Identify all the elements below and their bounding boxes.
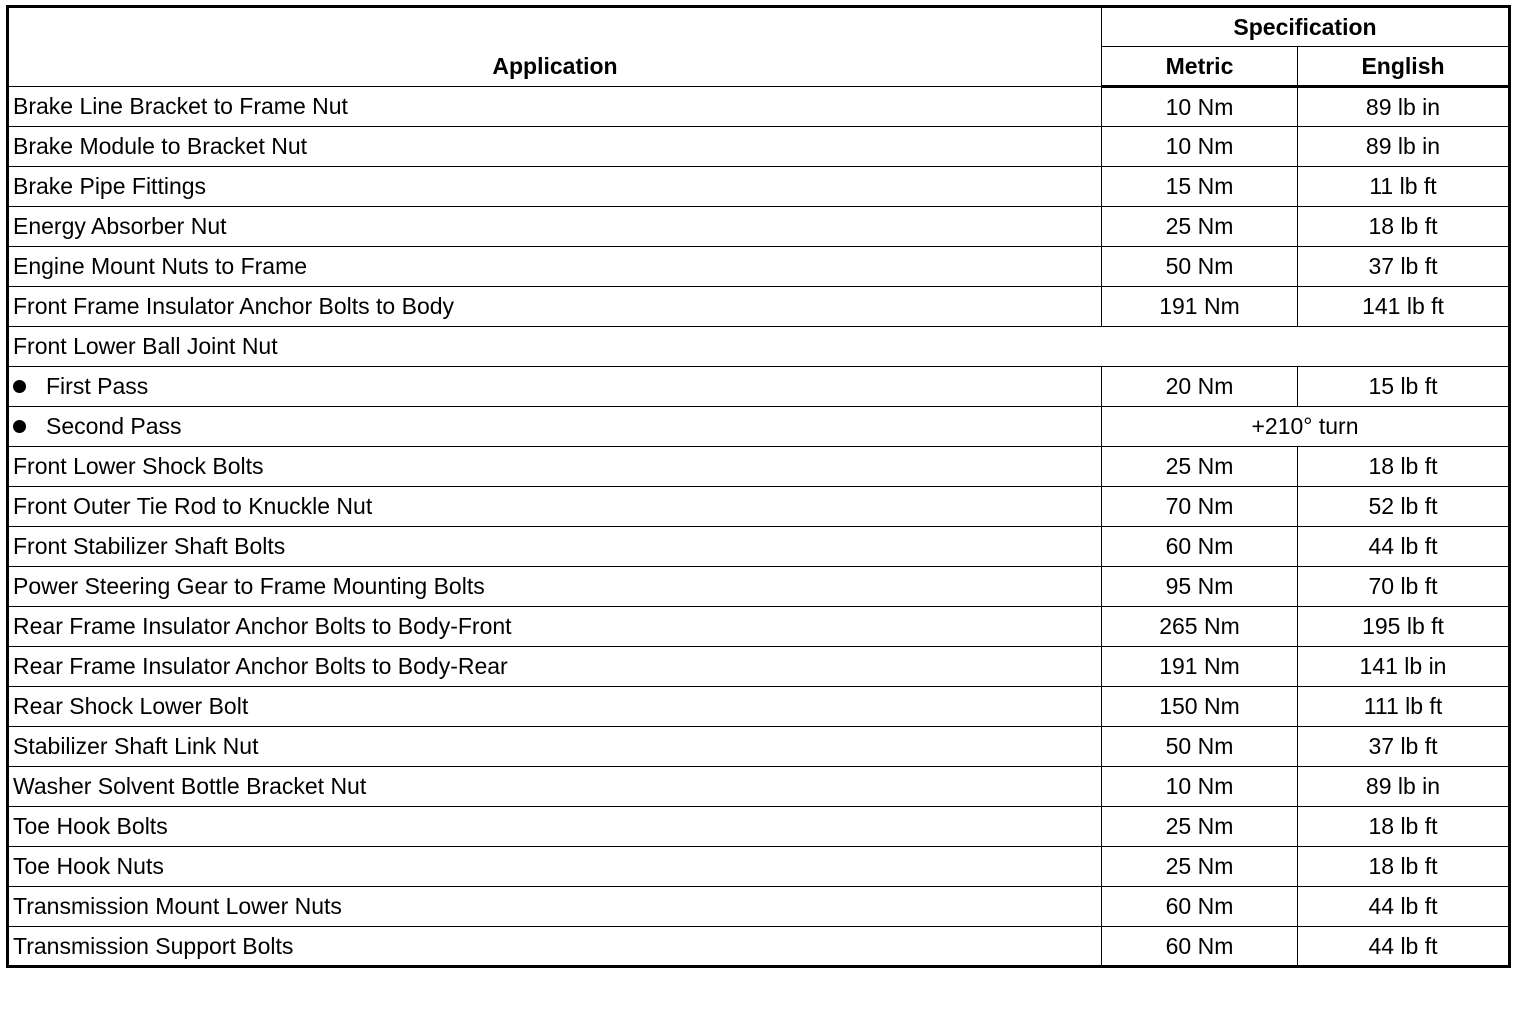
metric-cell: 20 Nm bbox=[1102, 367, 1298, 407]
english-cell: 11 lb ft bbox=[1298, 167, 1510, 207]
torque-spec-table bbox=[6, 5, 1511, 968]
application-cell bbox=[8, 807, 1102, 847]
table-row bbox=[8, 87, 1510, 127]
application-cell bbox=[8, 167, 1102, 207]
application-cell bbox=[8, 367, 1102, 407]
application-label: Front Outer Tie Rod to Knuckle Nut bbox=[13, 493, 373, 519]
application-cell bbox=[8, 927, 1102, 967]
table-row bbox=[8, 207, 1510, 247]
english-cell: 18 lb ft bbox=[1298, 847, 1510, 887]
application-cell bbox=[8, 767, 1102, 807]
application-cell bbox=[8, 247, 1102, 287]
application-cell bbox=[8, 647, 1102, 687]
bullet-icon bbox=[13, 380, 26, 393]
metric-cell: 95 Nm bbox=[1102, 567, 1298, 607]
application-cell bbox=[8, 447, 1102, 487]
table-row bbox=[8, 687, 1510, 727]
metric-cell: 50 Nm bbox=[1102, 727, 1298, 767]
application-label: Power Steering Gear to Frame Mounting Bolts bbox=[13, 573, 485, 599]
english-cell: 89 lb in bbox=[1298, 87, 1510, 127]
english-cell: 18 lb ft bbox=[1298, 447, 1510, 487]
table-row bbox=[8, 847, 1510, 887]
table-row bbox=[8, 327, 1510, 367]
metric-cell: 70 Nm bbox=[1102, 487, 1298, 527]
english-cell: 18 lb ft bbox=[1298, 807, 1510, 847]
application-label: Engine Mount Nuts to Frame bbox=[13, 253, 308, 279]
english-cell: 70 lb ft bbox=[1298, 567, 1510, 607]
specification-cell: +210° turn bbox=[1102, 407, 1510, 447]
bullet-icon bbox=[13, 420, 26, 433]
application-cell bbox=[8, 727, 1102, 767]
application-cell bbox=[8, 847, 1102, 887]
application-label: Second Pass bbox=[46, 413, 182, 439]
application-label: Brake Pipe Fittings bbox=[13, 173, 207, 199]
metric-cell: 60 Nm bbox=[1102, 927, 1298, 967]
english-cell: 44 lb ft bbox=[1298, 527, 1510, 567]
metric-cell: 60 Nm bbox=[1102, 887, 1298, 927]
metric-cell: 25 Nm bbox=[1102, 447, 1298, 487]
application-cell bbox=[8, 567, 1102, 607]
metric-cell: 191 Nm bbox=[1102, 647, 1298, 687]
application-cell bbox=[8, 207, 1102, 247]
application-label: Rear Frame Insulator Anchor Bolts to Body-Rear bbox=[13, 653, 508, 679]
table-row bbox=[8, 127, 1510, 167]
table-row bbox=[8, 887, 1510, 927]
table-row bbox=[8, 247, 1510, 287]
application-label: Toe Hook Nuts bbox=[13, 853, 164, 879]
metric-header: Metric bbox=[1102, 47, 1298, 87]
english-cell: 37 lb ft bbox=[1298, 247, 1510, 287]
table-row bbox=[8, 647, 1510, 687]
english-cell: 18 lb ft bbox=[1298, 207, 1510, 247]
table-row bbox=[8, 727, 1510, 767]
application-label: First Pass bbox=[46, 373, 149, 399]
table-row bbox=[8, 407, 1510, 447]
english-header: English bbox=[1298, 47, 1510, 87]
metric-cell: 60 Nm bbox=[1102, 527, 1298, 567]
metric-cell: 10 Nm bbox=[1102, 767, 1298, 807]
table-row bbox=[8, 607, 1510, 647]
application-cell bbox=[8, 407, 1102, 447]
application-label: Brake Module to Bracket Nut bbox=[13, 133, 308, 159]
application-label: Front Stabilizer Shaft Bolts bbox=[13, 533, 286, 559]
table-row bbox=[8, 287, 1510, 327]
metric-cell: 15 Nm bbox=[1102, 167, 1298, 207]
table-row bbox=[8, 167, 1510, 207]
metric-cell: 25 Nm bbox=[1102, 207, 1298, 247]
application-label: Front Frame Insulator Anchor Bolts to Body bbox=[13, 293, 455, 319]
table-row bbox=[8, 527, 1510, 567]
english-cell: 44 lb ft bbox=[1298, 927, 1510, 967]
english-cell: 195 lb ft bbox=[1298, 607, 1510, 647]
application-label: Energy Absorber Nut bbox=[13, 213, 227, 239]
application-cell bbox=[8, 487, 1102, 527]
application-label: Rear Shock Lower Bolt bbox=[13, 693, 249, 719]
application-label: Rear Frame Insulator Anchor Bolts to Body-Front bbox=[13, 613, 512, 639]
english-cell: 52 lb ft bbox=[1298, 487, 1510, 527]
application-label: Transmission Support Bolts bbox=[13, 932, 294, 959]
english-cell: 89 lb in bbox=[1298, 767, 1510, 807]
application-cell bbox=[8, 887, 1102, 927]
table-row bbox=[8, 367, 1510, 407]
metric-cell: 10 Nm bbox=[1102, 127, 1298, 167]
application-label: Brake Line Bracket to Frame Nut bbox=[13, 93, 348, 119]
metric-cell: 150 Nm bbox=[1102, 687, 1298, 727]
metric-cell: 10 Nm bbox=[1102, 87, 1298, 127]
table-body bbox=[8, 87, 1510, 967]
english-cell: 37 lb ft bbox=[1298, 727, 1510, 767]
application-cell bbox=[8, 527, 1102, 567]
specification-header: Specification bbox=[1102, 7, 1510, 47]
application-label: Washer Solvent Bottle Bracket Nut bbox=[13, 773, 367, 799]
english-cell: 44 lb ft bbox=[1298, 887, 1510, 927]
application-cell bbox=[8, 287, 1102, 327]
table-row bbox=[8, 767, 1510, 807]
application-label: Transmission Mount Lower Nuts bbox=[13, 893, 342, 919]
metric-cell: 265 Nm bbox=[1102, 607, 1298, 647]
application-label: Front Lower Ball Joint Nut bbox=[13, 333, 278, 359]
metric-cell: 25 Nm bbox=[1102, 807, 1298, 847]
application-cell bbox=[8, 607, 1102, 647]
application-cell bbox=[8, 127, 1102, 167]
metric-cell: 191 Nm bbox=[1102, 287, 1298, 327]
english-cell: 141 lb in bbox=[1298, 647, 1510, 687]
application-cell bbox=[8, 87, 1102, 127]
table-row bbox=[8, 927, 1510, 967]
application-label: Stabilizer Shaft Link Nut bbox=[13, 733, 259, 759]
metric-cell: 50 Nm bbox=[1102, 247, 1298, 287]
application-cell bbox=[8, 327, 1510, 367]
english-cell: 89 lb in bbox=[1298, 127, 1510, 167]
application-label: Toe Hook Bolts bbox=[13, 813, 168, 839]
english-cell: 141 lb ft bbox=[1298, 287, 1510, 327]
application-header: Application bbox=[8, 7, 1102, 87]
table-row bbox=[8, 807, 1510, 847]
metric-cell: 25 Nm bbox=[1102, 847, 1298, 887]
table-row bbox=[8, 447, 1510, 487]
english-cell: 15 lb ft bbox=[1298, 367, 1510, 407]
application-label: Front Lower Shock Bolts bbox=[13, 453, 264, 479]
application-cell bbox=[8, 687, 1102, 727]
english-cell: 111 lb ft bbox=[1298, 687, 1510, 727]
table-row bbox=[8, 567, 1510, 607]
table-header bbox=[8, 7, 1510, 87]
table-row bbox=[8, 487, 1510, 527]
